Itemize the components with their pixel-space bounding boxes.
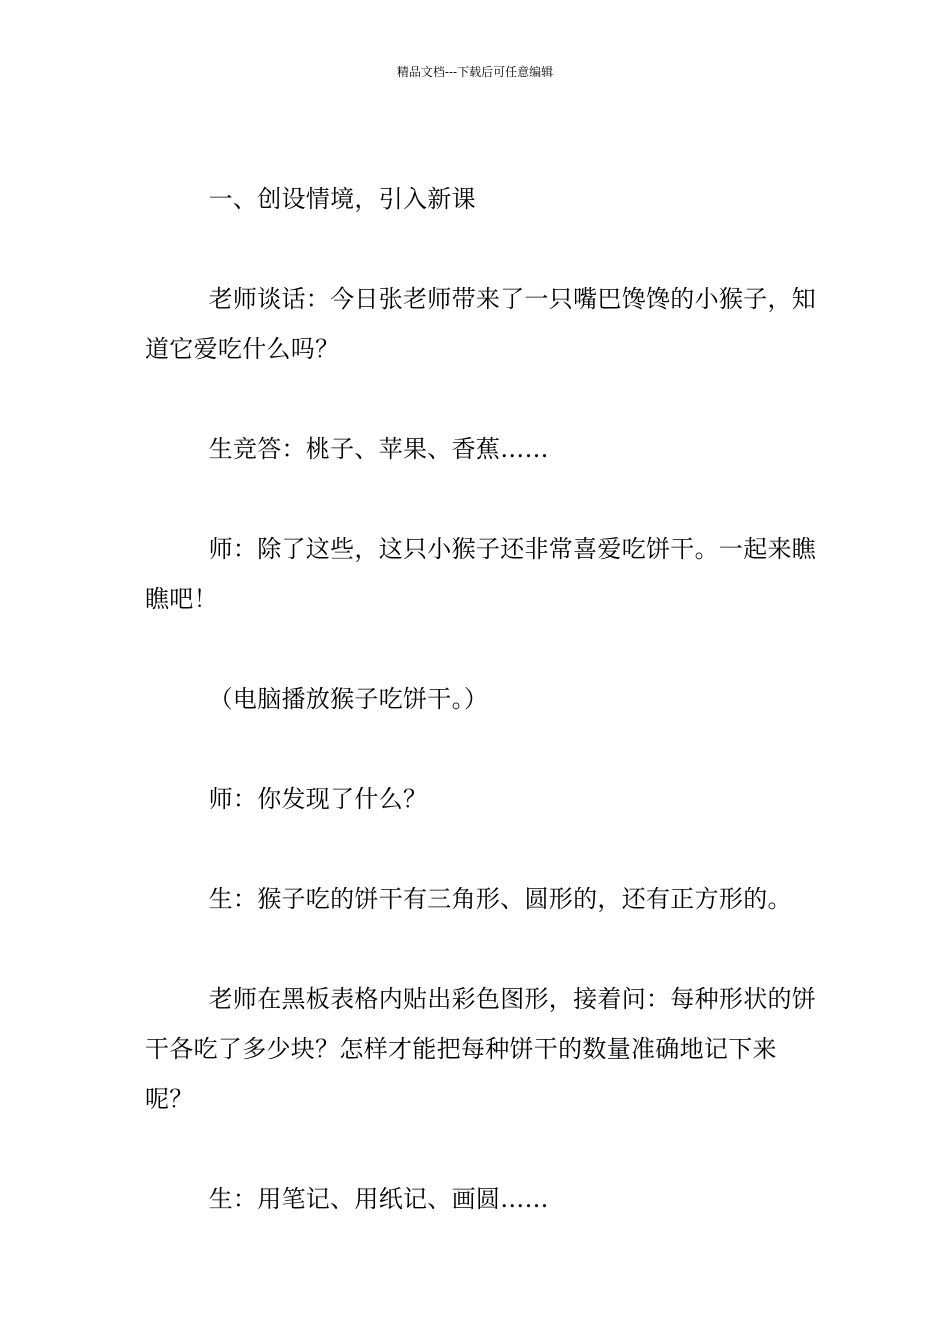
paragraph: （电脑播放猴子吃饼干。） — [208, 685, 489, 713]
section-heading: 一、创设情境，引入新课 — [208, 185, 476, 213]
paragraph: 老师谈话：今日张老师带来了一只嘴巴馋馋的小猴子，知道它爱吃什么吗？ — [145, 285, 817, 363]
page-header: 精品文档---下载后可任意编辑 — [396, 65, 554, 79]
paragraph: 生竞答：桃子、苹果、香蕉…… — [208, 435, 549, 463]
paragraph: 师：除了这些，这只小猴子还非常喜爱吃饼干。一起来瞧瞧吧！ — [145, 535, 817, 613]
document-body — [145, 174, 817, 1274]
paragraph: 老师在黑板表格内贴出彩色图形，接着问：每种形状的饼干各吃了多少块？怎样才能把每种饼干的数量准确地记下来呢？ — [145, 985, 817, 1113]
paragraph: 生：用笔记、用纸记、画圆…… — [208, 1185, 549, 1213]
paragraph: 生：猴子吃的饼干有三角形、圆形的，还有正方形的。 — [208, 885, 792, 913]
paragraph: 师：你发现了什么？ — [208, 785, 428, 813]
